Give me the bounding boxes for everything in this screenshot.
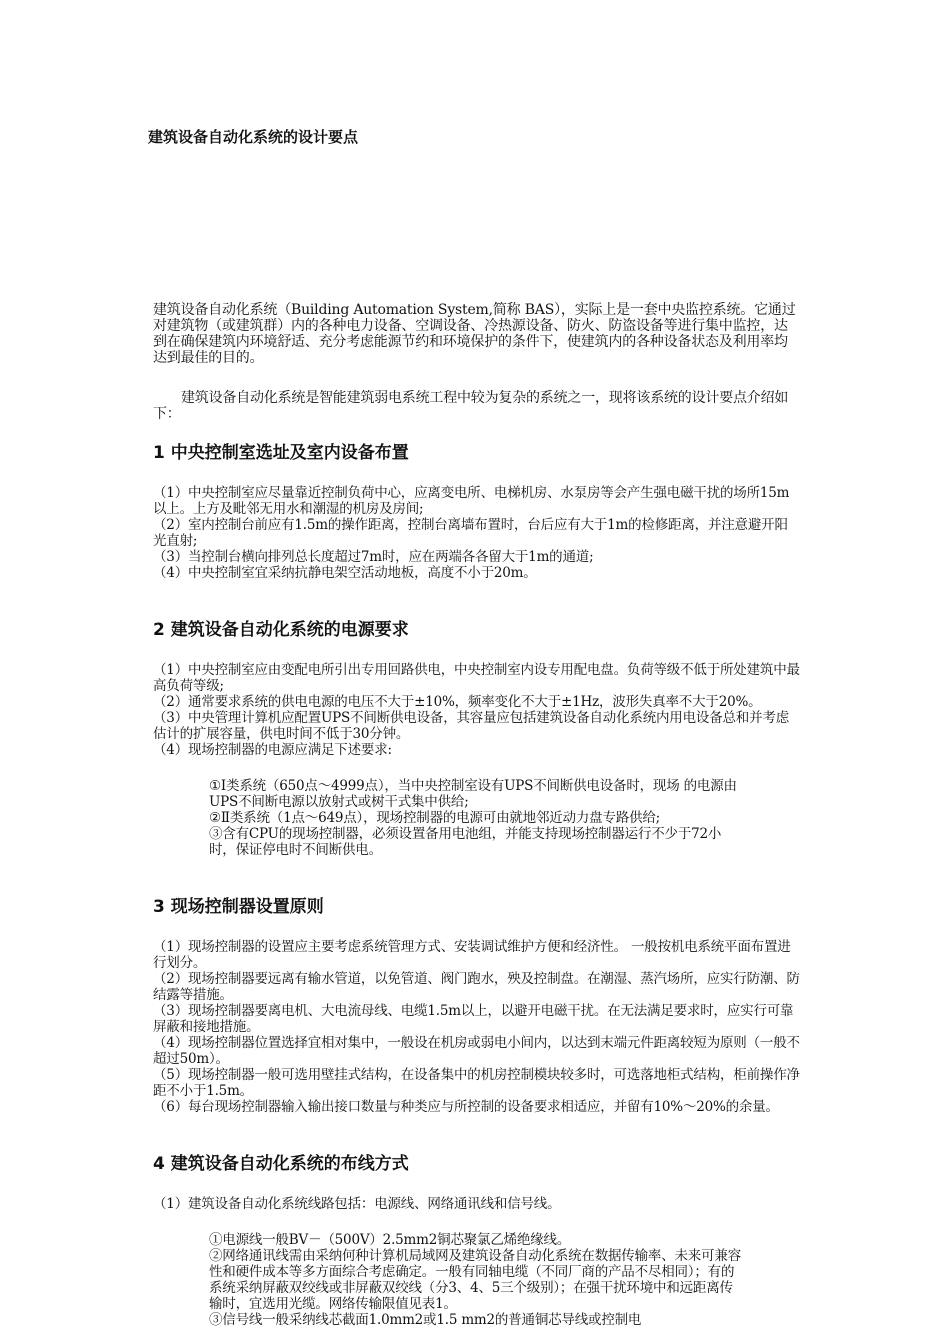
list-item: （1）建筑设备自动化系统线路包括：电源线、网络通讯线和信号线。 <box>153 1196 561 1212</box>
list-item: （1）中央控制室应尽量靠近控制负荷中心，应离变电所、电梯机房、水泵房等会产生强电磁干扰的场所15m以上。上方及毗邻无用水和潮湿的机房及房间; <box>153 485 790 517</box>
section-1 <box>153 438 801 581</box>
list-item: （1）中央控制室应由变配电所引出专用回路供电，中央控制室内设专用配电盘。负荷等级不低于所处建筑中最高负荷等级; <box>153 662 800 694</box>
sub-list <box>209 778 744 858</box>
list-item: （6）每台现场控制器输入输出接口数量与种类应与所控制的设备要求相适应，并留有10%～20%的余量。 <box>153 1099 779 1115</box>
sub-list <box>209 1232 744 1328</box>
section-2 <box>153 615 801 858</box>
document-body <box>153 302 801 1328</box>
sub-list-item: ②Ⅱ类系统（1点～649点），现场控制器的电源可由就地邻近动力盘专路供给; <box>209 810 661 826</box>
section-heading: 4 建筑设备自动化系统的布线方式 <box>153 1154 409 1174</box>
list-item: （1）现场控制器的设置应主要考虑系统管理方式、安装调试维护方便和经济性。 一般按机电系统平面布置进行划分。 <box>153 939 791 971</box>
sub-list-item: ①电源线一般BV－（500V）2.5mm2铜芯聚氯乙烯绝缘线。 <box>209 1232 571 1248</box>
section-heading: 2 建筑设备自动化系统的电源要求 <box>153 620 409 640</box>
section-heading: 3 现场控制器设置原则 <box>153 897 324 917</box>
list-item: （3）现场控制器要离电机、大电流母线、电缆1.5m以上，以避开电磁干扰。在无法满足要求时，应实行可靠屏蔽和接地措施。 <box>153 1003 794 1035</box>
section-4 <box>153 1149 801 1328</box>
list-item: （2）室内控制台前应有1.5m的操作距离，控制台离墙布置时，台后应有大于1m的检修距离，并注意避开阳光直射; <box>153 517 788 549</box>
sub-list-item: ③信号线一般采纳线芯截面1.0mm2或1.5 mm2的普通铜芯导线或控制电 <box>209 1312 642 1328</box>
intro-paragraph-1: 建筑设备自动化系统（Building Automation System,简称 BAS），实际上是一套中央监控系统。它通过对建筑物（或建筑群）内的各种电力设备、空调设备、冷热源设备、防火、防盗设备等进行集中监控，达到在确保建筑内环境舒适、充分考虑能源节约和环境保护的条件下，使建筑内的各种设备状态及利用率均达到最佳的目的。 <box>153 302 796 366</box>
intro-paragraph-2: 建筑设备自动化系统是智能建筑弱电系统工程中较为复杂的系统之一，现将该系统的设计要点介绍如下： <box>153 390 789 422</box>
section-heading: 1 中央控制室选址及室内设备布置 <box>153 443 409 463</box>
sub-list-item: ②网络通讯线需由采纳何种计算机局域网及建筑设备自动化系统在数据传输率、未来可兼容性和硬件成本等多方面综合考虑确定。一般有同轴电缆（不同厂商的产品不尽相同）；有的系统采纳屏蔽双绞线或非屏蔽双绞线（分3、4、5三个级别）；在强干扰环境中和远距离传输时，宜选用光缆。网络传输限值见表1。 <box>209 1248 741 1312</box>
list-item: （3）中央管理计算机应配置UPS不间断供电设备，其容量应包括建筑设备自动化系统内用电设备总和并考虑估计的扩展容量，供电时间不低于30分钟。 <box>153 710 789 742</box>
list-item: （4）中央控制室宜采纳抗静电架空活动地板，高度不小于20m。 <box>153 565 537 581</box>
list-item: （4）现场控制器位置选择宜相对集中，一般设在机房或弱电小间内，以达到末端元件距离较短为原则（一般不超过50m）。 <box>153 1035 800 1067</box>
list-item: （4）现场控制器的电源应满足下述要求: <box>153 742 392 758</box>
sub-list-item: ①Ⅰ类系统（650点～4999点），当中央控制室设有UPS不间断供电设备时，现场 的电源由UPS不间断电源以放射式或树干式集中供给; <box>209 778 737 810</box>
list-item: （2）现场控制器要远离有输水管道，以免管道、阀门跑水，殃及控制盘。在潮湿、蒸汽场所，应实行防潮、防结露等措施。 <box>153 971 800 1003</box>
list-item: （5）现场控制器一般可选用壁挂式结构，在设备集中的机房控制模块较多时，可选落地柜式结构，柜前操作净距不小于1.5m。 <box>153 1067 800 1099</box>
sub-list-item: ③含有CPU的现场控制器，必须设置备用电池组，并能支持现场控制器运行不少于72小时，保证停电时不间断供电。 <box>209 826 722 858</box>
section-3 <box>153 892 801 1115</box>
list-item: （2）通常要求系统的供电电源的电压不大于±10%，频率变化不大于±1Hz，波形失真率不大于20%。 <box>153 694 762 710</box>
document-title: 建筑设备自动化系统的设计要点 <box>148 128 359 146</box>
list-item: （3）当控制台横向排列总长度超过7m时，应在两端各各留大于1m的通道; <box>153 549 594 565</box>
